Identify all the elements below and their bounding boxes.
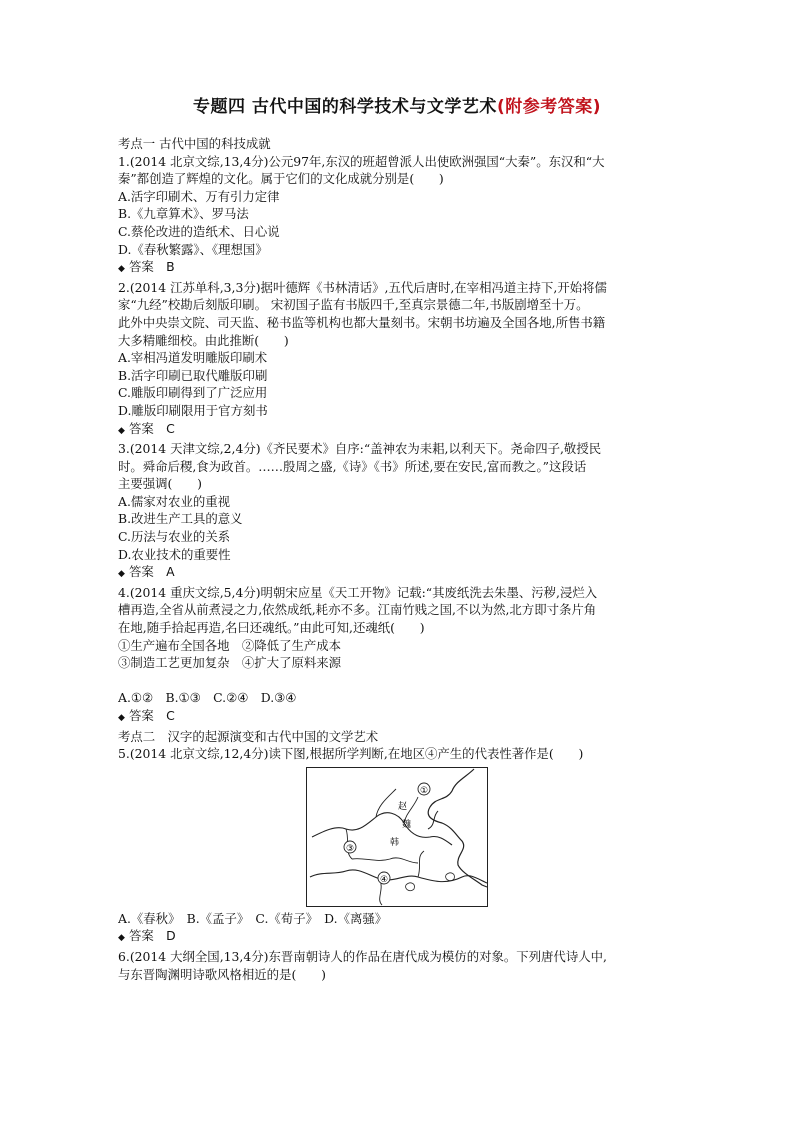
q5-answer-text: 答案 D [129,928,176,944]
q2-answer-text: 答案 C [129,420,175,436]
answer-icon: ◆ [118,569,125,580]
q1-option: D.《春秋繁露》、《理想国》 [118,241,268,257]
q1-answer-text: 答案 B [129,259,175,275]
q2-option: B.活字印刷已取代雕版印刷 [118,367,268,383]
title-main: 专题四 古代中国的科学技术与文学艺术 [193,97,497,117]
title-suffix: (附参考答案) [496,97,601,117]
q1-option: B.《九章算术》、罗马法 [118,206,249,222]
q4-line: 4.(2014 重庆文综,5,4分)明朝宋应星《天工开物》记载:“其废纸洗去朱墨、污秽,浸烂入 [118,584,598,600]
q3-line: 3.(2014 天津文综,2,4分)《齐民要术》自序:“盖神农为耒耜,以利天下。尧命四子,敬授民 [118,441,602,457]
q2-option: C.雕版印刷得到了广泛应用 [118,385,268,401]
answer-icon: ◆ [118,425,125,436]
map-marker-3: ③ [345,843,355,854]
answer-icon: ◆ [118,933,125,944]
q6-line: 6.(2014 大纲全国,13,4分)东晋南朝诗人的作品在唐代成为模仿的对象。下列唐代诗人中, [118,948,607,964]
q2-line: 2.(2014 江苏单科,3,3分)据叶德辉《书林清话》,五代后唐时,在宰相冯道主持下,开始将儒 [118,279,607,295]
page-title [0,92,794,117]
q2-answer [118,420,680,441]
map-label-wei: 魏 [402,819,412,830]
section2-heading: 考点二 汉字的起源演变和古代中国的文学艺术 [118,728,379,744]
q3-answer-text: 答案 A [129,564,175,580]
map-figure [118,767,680,907]
spacer [118,672,680,690]
content-body [118,135,680,983]
q5-options: A.《春秋》 B.《孟子》 C.《荀子》 D.《离骚》 [118,910,388,926]
q2-line: 大多精雕细校。由此推断( ) [118,332,289,348]
q3-line: 时。舜命后稷,食为政首。……殷周之盛,《诗》《书》所述,要在安民,富而教之。”这段话 [118,458,587,474]
q1-option: C.蔡伦改进的造纸术、日心说 [118,223,280,239]
q5-answer [118,927,680,948]
q4-answer [118,707,680,728]
section1-heading: 考点一 古代中国的科技成就 [118,136,271,151]
q4-options: A.①② B.①③ C.②④ D.③④ [118,690,297,706]
q1-option: A.活字印刷术、万有引力定律 [118,188,280,204]
q4-item: ③制造工艺更加复杂 ④扩大了原料来源 [118,655,342,671]
q3-option: B.改进生产工具的意义 [118,511,243,527]
q4-answer-text: 答案 C [129,708,175,723]
map-label-zhao: 赵 [398,801,408,812]
q3-option: D.农业技术的重要性 [118,546,231,562]
q3-option: A.儒家对农业的重视 [118,493,231,509]
q3-answer [118,563,680,584]
answer-icon: ◆ [118,713,125,723]
q2-option: D.雕版印刷限用于官方刻书 [118,402,268,418]
q4-line: 槽再造,全省从前煮浸之力,依然成纸,耗亦不多。江南竹贱之国,不以为然,北方即寸条片角 [118,602,597,618]
q6-line: 与东晋陶渊明诗歌风格相近的是( ) [118,966,326,982]
answer-icon: ◆ [118,264,125,275]
q1-line: 1.(2014 北京文综,13,4分)公元97年,东汉的班超曾派人出使欧洲强国“大秦”。东汉和“大 [118,153,605,169]
q3-option: C.历法与农业的关系 [118,529,231,545]
warring-states-map [306,767,488,907]
q4-item: ①生产遍布全国各地 ②降低了生产成本 [118,637,342,653]
q2-option: A.宰相冯道发明雕版印刷术 [118,350,268,366]
q4-line: 在地,随手拾起再造,名曰还魂纸。”由此可知,还魂纸( ) [118,620,425,636]
q1-line: 秦”都创造了辉煌的文化。属于它们的文化成就分别是( ) [118,171,444,187]
map-marker-4: ④ [379,874,389,885]
q1-answer [118,258,680,279]
q5-line: 5.(2014 北京文综,12,4分)读下图,根据所学判断,在地区④产生的代表性著作是( ) [118,746,584,762]
q3-line: 主要强调( ) [118,476,203,492]
map-marker-1: ① [419,785,429,796]
map-label-han: 韩 [390,837,400,848]
q2-line: 此外中央崇文院、司天监、秘书监等机构也都大量刻书。宋朝书坊遍及全国各地,所售书籍 [118,314,606,330]
q2-line: 家“九经”校勘后刻版印刷。 宋初国子监有书版四千,至真宗景德二年,书版剧增至十万。 [118,297,589,313]
